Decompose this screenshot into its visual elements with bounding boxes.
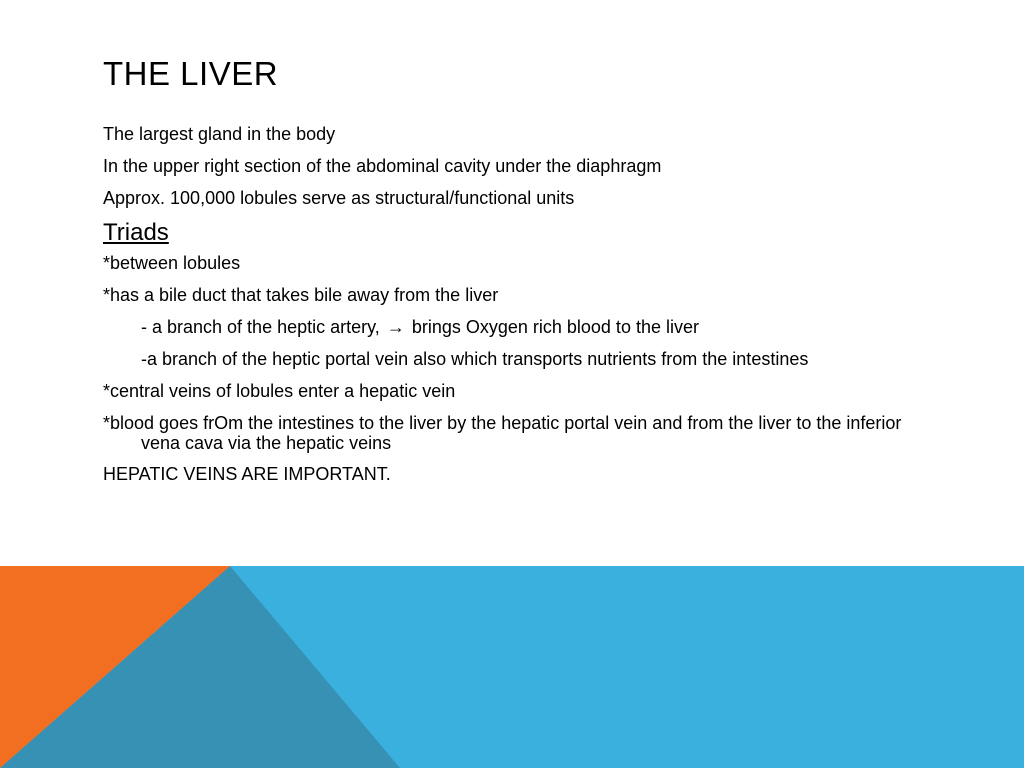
bullet-location: In the upper right section of the abdominal cavity under the diaphragm <box>103 156 662 176</box>
triads-heading: Triads <box>103 219 169 246</box>
slide-title: THE LIVER <box>103 55 279 92</box>
sub-bullet-portal-vein: -a branch of the heptic portal vein also which transports nutrients from the intestines <box>141 349 809 369</box>
right-arrow-icon: → <box>386 317 405 337</box>
bullet-hepatic-veins-important: HEPATIC VEINS ARE IMPORTANT. <box>103 464 391 484</box>
bullet-blood-flow: *blood goes frOm the intestines to the liver by the hepatic portal vein and from the liver to the inferior vena cava via the hepatic veins <box>103 413 902 453</box>
bullet-bile-duct: *has a bile duct that takes bile away from the liver <box>103 285 499 305</box>
footer-decoration <box>0 566 1024 768</box>
bullet-largest-gland: The largest gland in the body <box>103 124 336 144</box>
bullet-between-lobules: *between lobules <box>103 253 241 273</box>
hepatic-artery-result: brings Oxygen rich blood to the liver <box>411 317 699 337</box>
bullet-central-veins: *central veins of lobules enter a hepatic vein <box>103 381 456 401</box>
slide-body <box>103 124 943 496</box>
sub-bullet-hepatic-artery <box>103 317 943 338</box>
bullet-lobules: Approx. 100,000 lobules serve as structural/functional units <box>103 188 575 208</box>
hepatic-artery-text: - a branch of the heptic artery, <box>141 317 380 337</box>
